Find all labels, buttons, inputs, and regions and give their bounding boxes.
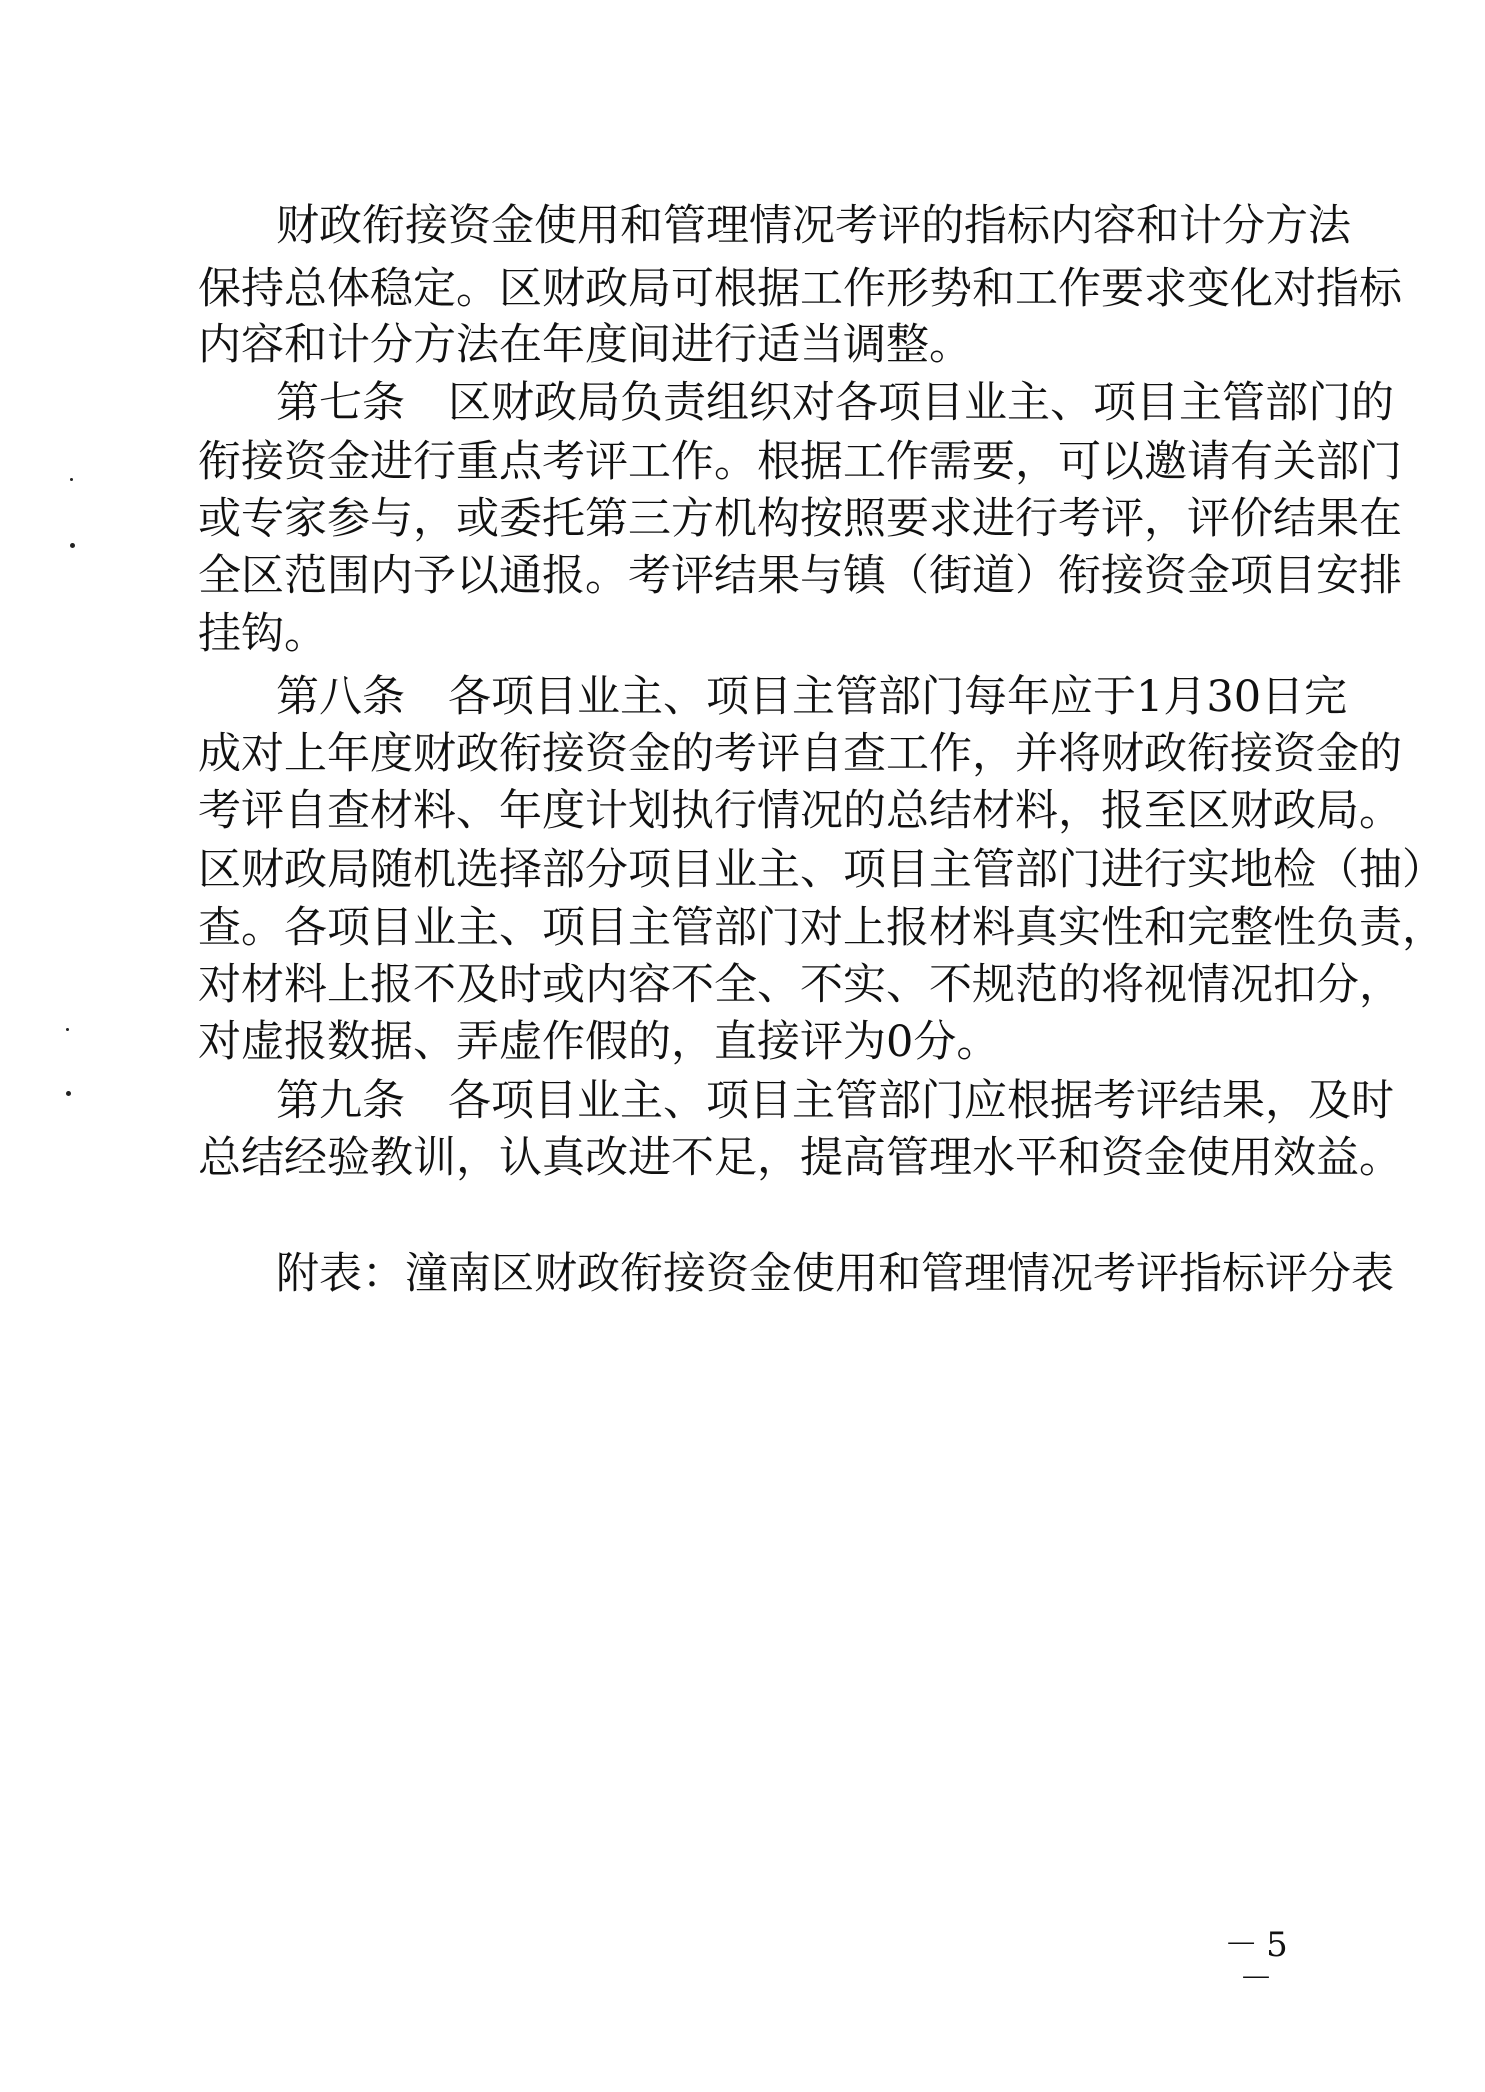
scan-mark: [66, 1091, 71, 1096]
article-8-line-5: 查。各项目业主、项目主管部门对上报材料真实性和完整性负责，: [198, 903, 1445, 953]
article-8-line-6: 对材料上报不及时或内容不全、不实、不规范的将视情况扣分，: [198, 960, 1402, 1010]
paragraph-1-line-2: 保持总体稳定。区财政局可根据工作形势和工作要求变化对指标: [198, 264, 1402, 314]
article-8-line-1: 第八条 各项目业主、项目主管部门每年应于1月30日完: [276, 672, 1348, 722]
article-8-line-3: 考评自查材料、年度计划执行情况的总结材料，报至区财政局。: [198, 786, 1402, 836]
attachment-reference: 附表：潼南区财政衔接资金使用和管理情况考评指标评分表: [276, 1249, 1394, 1299]
page-number: －5－: [1224, 1925, 1296, 1999]
article-7-line-1: 第七条 区财政局负责组织对各项目业主、项目主管部门的: [276, 378, 1394, 428]
article-8-line-2: 成对上年度财政衔接资金的考评自查工作，并将财政衔接资金的: [198, 729, 1402, 779]
article-9-line-1: 第九条 各项目业主、项目主管部门应根据考评结果，及时: [276, 1076, 1394, 1126]
article-8-line-4: 区财政局随机选择部分项目业主、项目主管部门进行实地检（抽）: [198, 845, 1445, 895]
scan-mark: [66, 1028, 69, 1031]
article-9-line-2: 总结经验教训，认真改进不足，提高管理水平和资金使用效益。: [198, 1133, 1402, 1183]
article-7-line-5: 挂钩。: [198, 609, 327, 659]
article-8-line-7: 对虚报数据、弄虚作假的，直接评为0分。: [198, 1017, 1000, 1067]
article-7-line-4: 全区范围内予以通报。考评结果与镇（街道）衔接资金项目安排: [198, 551, 1402, 601]
scan-mark: [70, 543, 75, 548]
article-7-line-2: 衔接资金进行重点考评工作。根据工作需要，可以邀请有关部门: [198, 437, 1402, 487]
paragraph-1-line-3: 内容和计分方法在年度间进行适当调整。: [198, 320, 972, 370]
scan-mark: [70, 478, 73, 481]
article-7-line-3: 或专家参与，或委托第三方机构按照要求进行考评，评价结果在: [198, 494, 1402, 544]
paragraph-1-line-1: 财政衔接资金使用和管理情况考评的指标内容和计分方法: [276, 201, 1351, 251]
